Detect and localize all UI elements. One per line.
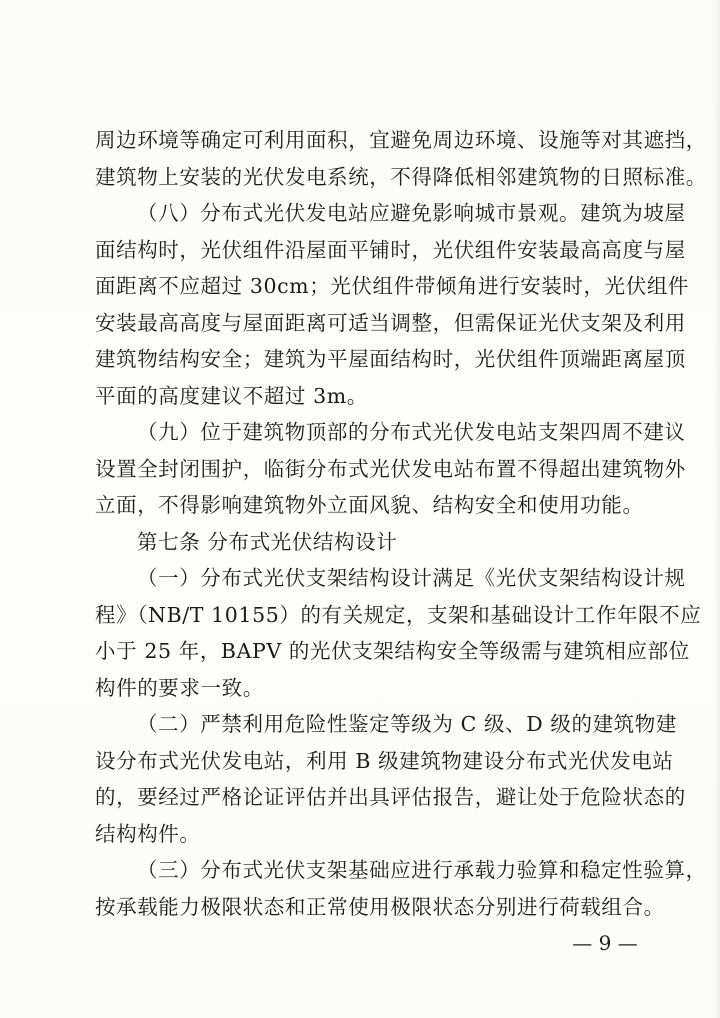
clause-9-line: 设置全封闭围护，临街分布式光伏发电站布置不得超出建筑物外: [95, 456, 686, 481]
clause-8-line: 建筑物结构安全；建筑为平屋面结构时，光伏组件顶端距离屋顶: [95, 347, 686, 371]
article-7-item-2-line: 设分布式光伏发电站，利用 B 级建筑物建设分布式光伏发电站: [95, 748, 674, 773]
paragraph-line: 周边环境等确定可利用面积，宜避免周边环境、设施等对其遮挡，: [95, 128, 707, 152]
article-7-item-3-line: 按承载能力极限状态和正常使用极限状态分别进行荷载组合。: [95, 894, 665, 919]
article-7-item-3-line: （三）分布式光伏支架基础应进行承载力验算和稳定性验算，: [137, 858, 707, 882]
article-7-item-2-line: 的，要经过严格论证评估并出具评估报告，避让处于危险状态的: [95, 785, 686, 809]
clause-8-line: 面结构时，光伏组件沿屋面平铺时，光伏组件安装最高高度与屋: [95, 237, 686, 262]
article-7-item-1-line: （一）分布式光伏支架结构设计满足《光伏支架结构设计规: [137, 566, 686, 590]
document-body: [95, 122, 707, 925]
paragraph-line: 建筑物上安装的光伏发电系统，不得降低相邻建筑物的日照标准。: [95, 164, 707, 189]
clause-8-line: （八）分布式光伏发电站应避免影响城市景观。建筑为坡屋: [137, 201, 686, 225]
clause-8-line: 平面的高度建议不超过 3m。: [95, 383, 368, 408]
page-number: — 9 —: [572, 931, 638, 955]
article-7-item-1-line: 小于 25 年，BAPV 的光伏支架结构安全等级需与建筑相应部位: [95, 639, 690, 663]
article-7-item-2-line: （二）严禁利用危险性鉴定等级为 C 级、D 级的建筑物建: [137, 712, 677, 736]
clause-9-line: （九）位于建筑物顶部的分布式光伏发电站支架四周不建议: [137, 420, 686, 444]
article-7-heading: 第七条 分布式光伏结构设计: [137, 529, 398, 554]
clause-8-line: 安装最高高度与屋面距离可适当调整，但需保证光伏支架及利用: [95, 310, 686, 335]
article-7-item-1-line: 构件的要求一致。: [95, 675, 264, 700]
clause-8-line: 面距离不应超过 30cm；光伏组件带倾角进行安装时，光伏组件: [95, 274, 690, 298]
article-7-item-1-line: 程》（NB/T 10155）的有关规定，支架和基础设计工作年限不应: [95, 602, 702, 627]
page-edge-shadow: [714, 0, 720, 1018]
article-7-item-2-line: 结构构件。: [95, 821, 201, 846]
clause-9-line: 立面，不得影响建筑物外立面风貌、结构安全和使用功能。: [95, 493, 644, 517]
